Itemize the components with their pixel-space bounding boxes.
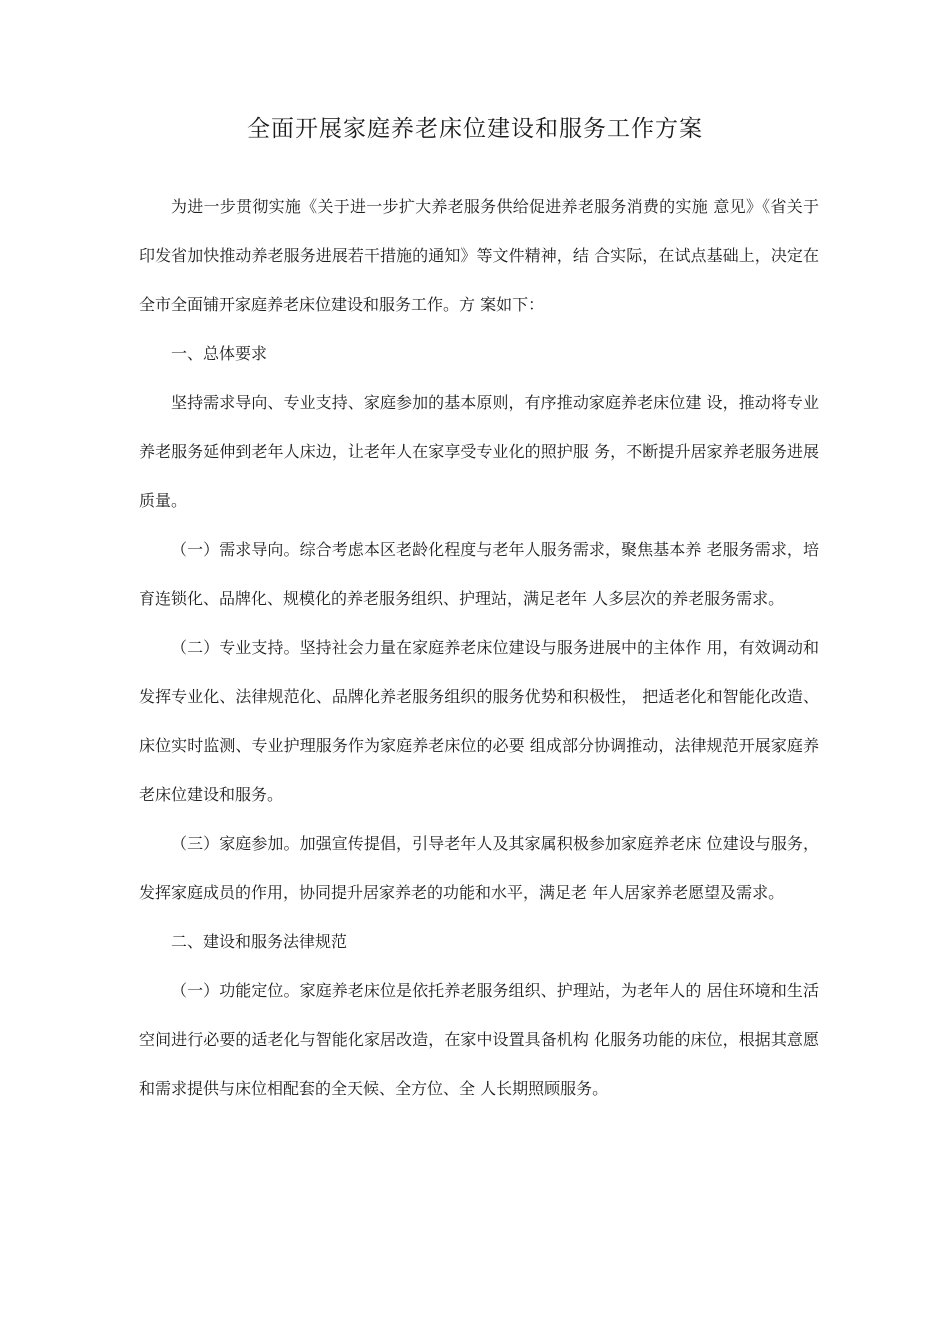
section-heading-general-requirements: 一、总体要求 — [171, 344, 268, 363]
section-heading-construction-standards: 二、建设和服务法律规范 — [171, 932, 348, 951]
intro-paragraph: 为进一步贯彻实施《关于进一步扩大养老服务供给促进养老服务消费的实施 意见》《省关于印发省加快推动养老服务进展若干措施的通知》等文件精神，结 合实际，在试点基础上，决定在全市全面铺开家庭养老床位建设和服务工作。方 案如下： — [139, 197, 819, 314]
function-positioning-paragraph: （一）功能定位。家庭养老床位是依托养老服务组织、护理站，为老年人的 居住环境和生活空间进行必要的适老化与智能化家居改造，在家中设置具备机构 化服务功能的床位，根据其意愿和需求提供与床位相配套的全天候、全方位、全 人长期照顾服务。 — [139, 981, 819, 1098]
demand-oriented-paragraph: （一）需求导向。综合考虑本区老龄化程度与老年人服务需求，聚焦基本养 老服务需求，培育连锁化、品牌化、规模化的养老服务组织、护理站，满足老年 人多层次的养老服务需求。 — [139, 540, 819, 608]
document-title: 全面开展家庭养老床位建设和服务工作方案 — [247, 116, 703, 142]
professional-support-paragraph: （二）专业支持。坚持社会力量在家庭养老床位建设与服务进展中的主体作 用，有效调动和发挥专业化、法律规范化、品牌化养老服务组织的服务优势和积极性， 把适老化和智能化改造、床位实时监测、专业护理服务作为家庭养老床位的必要 组成部分协调推动，法律规范开展家庭养老床位建设和服务。 — [139, 638, 819, 804]
general-requirements-paragraph: 坚持需求导向、专业支持、家庭参加的基本原则，有序推动家庭养老床位建 设，推动将专业养老服务延伸到老年人床边，让老年人在家享受专业化的照护服 务，不断提升居家养老服务进展质量。 — [139, 393, 819, 510]
family-participation-paragraph: （三）家庭参加。加强宣传提倡，引导老年人及其家属积极参加家庭养老床 位建设与服务，发挥家庭成员的作用，协同提升居家养老的功能和水平，满足老 年人居家养老愿望及需求。 — [139, 834, 819, 902]
document-body — [139, 182, 819, 1113]
